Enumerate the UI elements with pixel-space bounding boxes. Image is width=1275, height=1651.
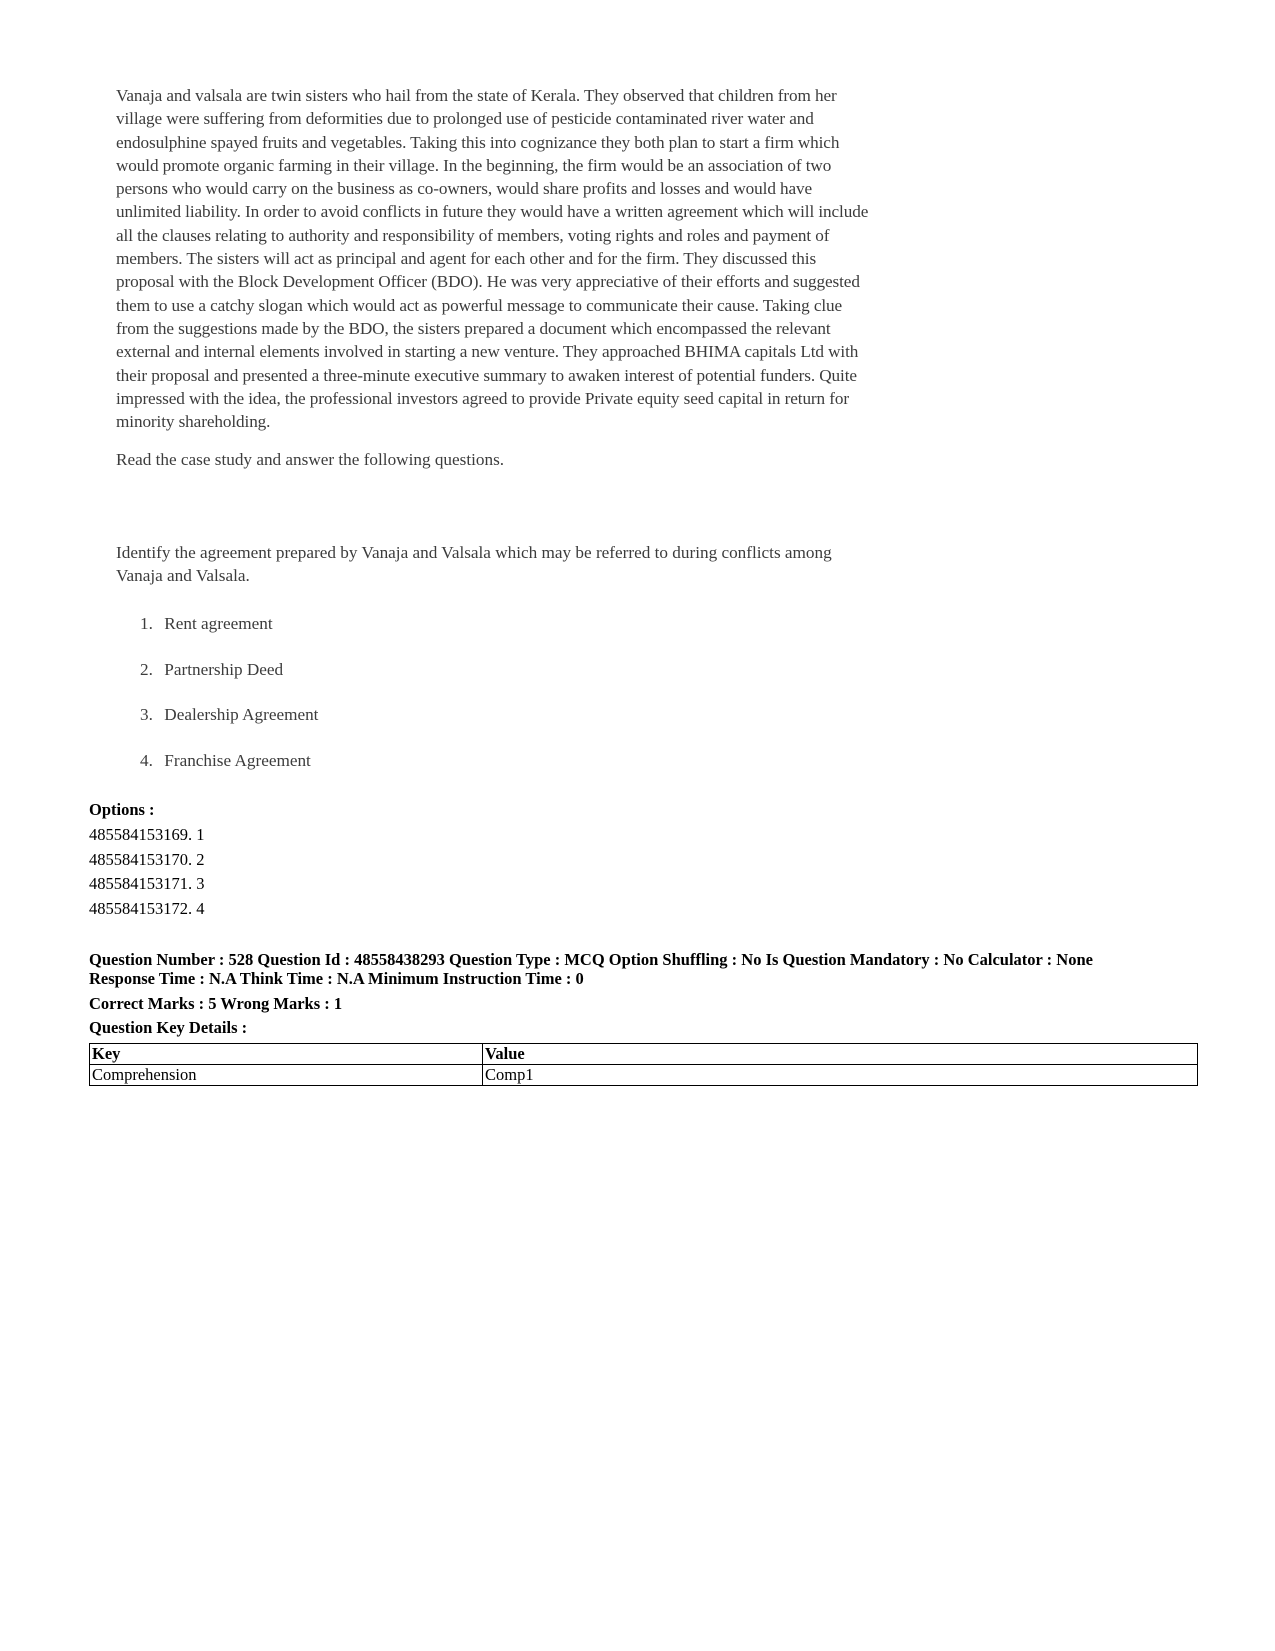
choice-text: Partnership Deed (164, 659, 284, 679)
option-item: 485584153169. 1 (89, 825, 205, 844)
passage-line: their proposal and presented a three-minute executive summary to awaken interest of potential funders. Quite (116, 365, 857, 385)
options-list (89, 825, 205, 923)
question-line: Vanaja and Valsala. (116, 566, 250, 586)
column-header: Key (90, 1044, 483, 1065)
table-row (90, 1065, 1198, 1086)
option-item: 485584153172. 4 (89, 898, 205, 918)
passage-line: members. The sisters will act as principal and agent for each other and for the firm. They discussed this (116, 249, 817, 269)
passage-line: all the clauses relating to authority and responsibility of members, voting rights and roles and payment of (116, 225, 830, 245)
column-header: Value (483, 1044, 1198, 1065)
choice-text: Rent agreement (164, 614, 273, 633)
question-metadata-line: Question Number : 528 Question Id : 48558438293 Question Type : MCQ Option Shuffling : No Is Question Mandatory : No Calculator : None (89, 950, 1093, 969)
option-item: 485584153171. 3 (89, 874, 205, 893)
passage-line: them to use a catchy slogan which would act as powerful message to communicate their cause. Taking clue (116, 295, 843, 315)
choice-number: 4. (140, 750, 153, 770)
question-line: Identify the agreement prepared by Vanaja and Valsala which may be referred to during conflicts among (116, 543, 832, 562)
answer-choice (140, 660, 318, 706)
options-heading: Options : (89, 800, 155, 819)
choice-text: Dealership Agreement (164, 705, 319, 724)
key-details-heading: Question Key Details : (89, 1018, 248, 1037)
passage-line: external and internal elements involved in starting a new venture. They approached BHIMA capitals Ltd with (116, 342, 859, 362)
passage-line: persons who would carry on the business as co-owners, would share profits and losses and would have (116, 179, 813, 199)
table-cell-value: Comp1 (483, 1065, 1198, 1086)
key-details-table (89, 1043, 1198, 1086)
answer-choices (140, 614, 318, 796)
question-metadata (89, 950, 1093, 988)
response-time-line: Response Time : N.A Think Time : N.A Minimum Instruction Time : 0 (89, 969, 584, 988)
passage-line: village were suffering from deformities due to prolonged use of pesticide contaminated river water and (116, 109, 814, 129)
answer-choice (140, 614, 318, 660)
choice-number: 1. (140, 614, 153, 633)
option-item: 485584153170. 2 (89, 849, 205, 869)
case-study-passage (116, 84, 1006, 433)
passage-line: minority shareholding. (116, 412, 271, 432)
passage-instruction: Read the case study and answer the following questions. (116, 450, 505, 469)
passage-line: proposal with the Block Development Officer (BDO). He was very appreciative of their efforts and suggested (116, 272, 860, 292)
table-cell-key: Comprehension (90, 1065, 483, 1086)
passage-line: impressed with the idea, the professional investors agreed to provide Private equity seed capital in return for (116, 388, 849, 408)
question-text (116, 541, 832, 588)
passage-line: endosulphine spayed fruits and vegetables. Taking this into cognizance they both plan to start a firm which (116, 132, 840, 152)
passage-line: unlimited liability. In order to avoid conflicts in future they would have a written agreement which will include (116, 202, 869, 222)
passage-line: Vanaja and valsala are twin sisters who hail from the state of Kerala. They observed that children from her (116, 86, 837, 105)
choice-number: 2. (140, 659, 153, 679)
marks-line: Correct Marks : 5 Wrong Marks : 1 (89, 994, 343, 1013)
answer-choice (140, 751, 318, 797)
table-header-row (90, 1044, 1198, 1065)
passage-line: from the suggestions made by the BDO, the sisters prepared a document which encompassed the relevant (116, 318, 831, 338)
choice-number: 3. (140, 705, 153, 724)
choice-text: Franchise Agreement (164, 750, 311, 770)
answer-choice (140, 705, 318, 751)
passage-line: would promote organic farming in their village. In the beginning, the firm would be an association of two (116, 155, 832, 175)
